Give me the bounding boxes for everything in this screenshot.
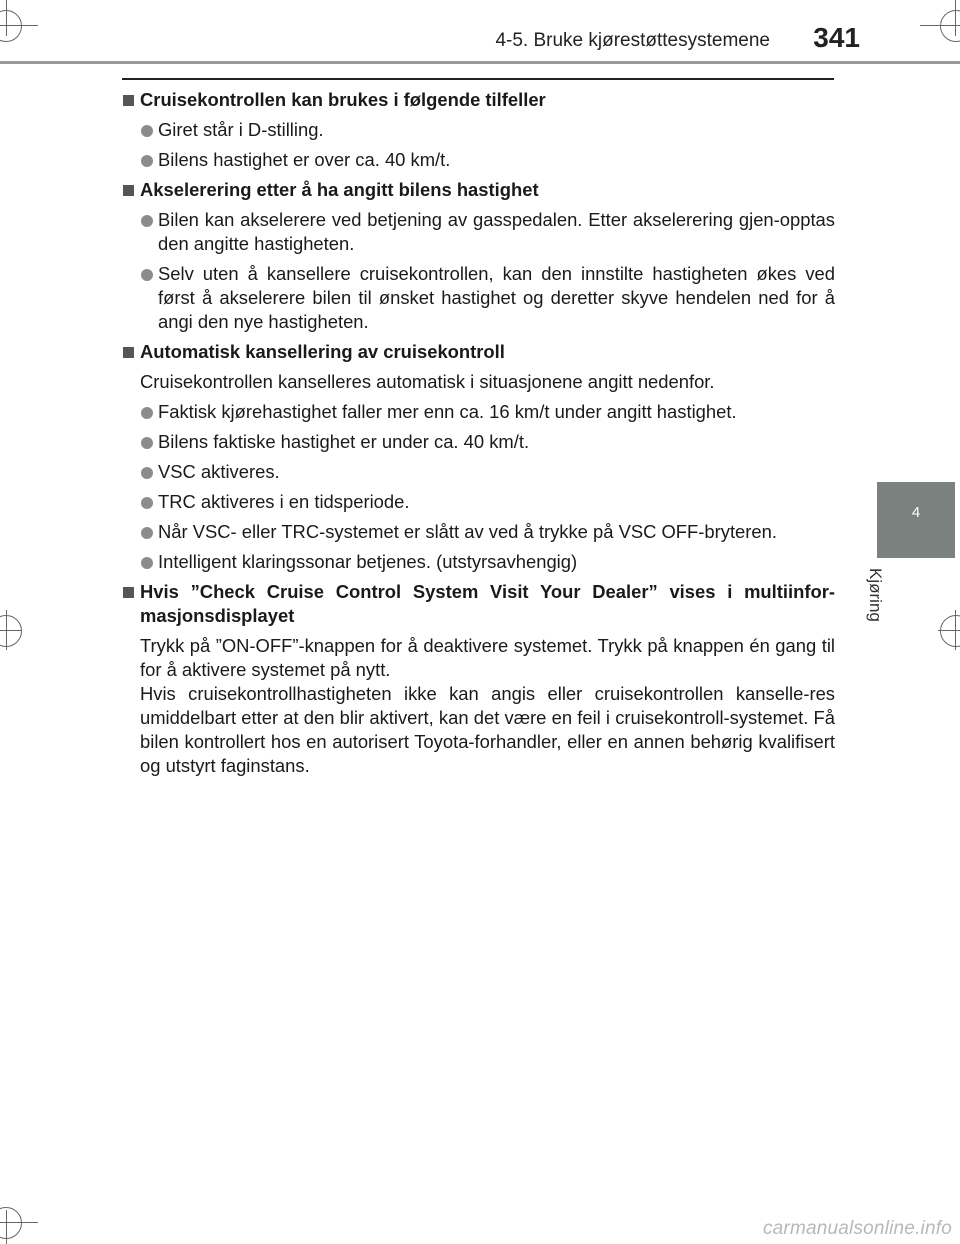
round-bullet-icon bbox=[141, 497, 153, 509]
chapter-number: 4 bbox=[911, 504, 921, 521]
list-item-text: TRC aktiveres i en tidsperiode. bbox=[158, 491, 410, 512]
round-bullet-icon bbox=[141, 407, 153, 419]
list-item-text: VSC aktiveres. bbox=[158, 461, 280, 482]
round-bullet-icon bbox=[141, 125, 153, 137]
page-number: 341 bbox=[813, 22, 860, 53]
list-item-text: Intelligent klaringssonar betjenes. (utstyrsavhengig) bbox=[158, 551, 578, 572]
main-content bbox=[122, 88, 835, 778]
round-bullet-icon bbox=[141, 269, 153, 281]
square-bullet-icon bbox=[123, 587, 134, 598]
list-item bbox=[122, 490, 835, 514]
round-bullet-icon bbox=[141, 557, 153, 569]
round-bullet-icon bbox=[141, 437, 153, 449]
list-item bbox=[122, 550, 835, 574]
heading-text: Hvis ”Check Cruise Control System Visit Your Dealer” vises i multiinfor-masjonsdisplayet bbox=[140, 581, 835, 626]
list-item-text: Selv uten å kansellere cruisekontrollen, kan den innstilte hastigheten økes ved først å akselerere bilen til ønsket hastighet og deretter skyve hendelen ned for å angi den nye hastigheten. bbox=[158, 263, 835, 332]
round-bullet-icon bbox=[141, 155, 153, 167]
square-bullet-icon bbox=[123, 95, 134, 106]
round-bullet-icon bbox=[141, 467, 153, 479]
list-item bbox=[122, 118, 835, 142]
section-heading bbox=[122, 580, 835, 628]
list-item-text: Bilens faktiske hastighet er under ca. 40 km/t. bbox=[158, 431, 530, 452]
list-item-text: Når VSC- eller TRC-systemet er slått av ved å trykke på VSC OFF-bryteren. bbox=[158, 521, 777, 542]
list-item bbox=[122, 148, 835, 172]
content-rule bbox=[122, 78, 834, 80]
paragraph: Hvis cruisekontrollhastigheten ikke kan angis eller cruisekontrollen kanselle-res umiddelbart etter at den blir aktivert, kan det være en feil i cruisekontroll-systemet. Få bilen kontrollert hos en autorisert Toyota-forhandler, eller en annen behørig kvalifisert og utstyrt faginstans. bbox=[140, 683, 835, 776]
list-item bbox=[122, 430, 835, 454]
list-item bbox=[122, 208, 835, 256]
square-bullet-icon bbox=[123, 347, 134, 358]
paragraph: Trykk på ”ON-OFF”-knappen for å deaktivere systemet. Trykk på knappen én gang til for å aktivere systemet på nytt. bbox=[140, 635, 835, 680]
square-bullet-icon bbox=[123, 185, 134, 196]
heading-text: Cruisekontrollen kan brukes i følgende tilfeller bbox=[140, 89, 546, 110]
round-bullet-icon bbox=[141, 527, 153, 539]
section-heading bbox=[122, 178, 835, 202]
list-item bbox=[122, 520, 835, 544]
chapter-tab bbox=[877, 482, 955, 558]
section-heading bbox=[122, 340, 835, 364]
heading-text: Automatisk kansellering av cruisekontroll bbox=[140, 341, 505, 362]
chapter-label bbox=[866, 568, 905, 638]
list-item-text: Bilens hastighet er over ca. 40 km/t. bbox=[158, 149, 451, 170]
watermark: carmanualsonline.info bbox=[762, 1218, 952, 1239]
header-rule bbox=[0, 61, 960, 64]
list-item-text: Giret står i D-stilling. bbox=[158, 119, 324, 140]
list-item bbox=[122, 460, 835, 484]
round-bullet-icon bbox=[141, 215, 153, 227]
list-item bbox=[122, 400, 835, 424]
section-intro: Cruisekontrollen kanselleres automatisk i situasjonene angitt nedenfor. bbox=[140, 371, 715, 392]
section-heading bbox=[122, 88, 835, 112]
list-item bbox=[122, 262, 835, 334]
list-item-text: Bilen kan akselerere ved betjening av gasspedalen. Etter akselerering gjen-opptas den angitte hastigheten. bbox=[158, 209, 835, 254]
header-section-title: 4-5. Bruke kjørestøttesystemene bbox=[495, 30, 770, 51]
heading-text: Akselerering etter å ha angitt bilens hastighet bbox=[140, 179, 539, 200]
chapter-label-text: Kjøring bbox=[866, 568, 885, 622]
list-item-text: Faktisk kjørehastighet faller mer enn ca. 16 km/t under angitt hastighet. bbox=[158, 401, 737, 422]
